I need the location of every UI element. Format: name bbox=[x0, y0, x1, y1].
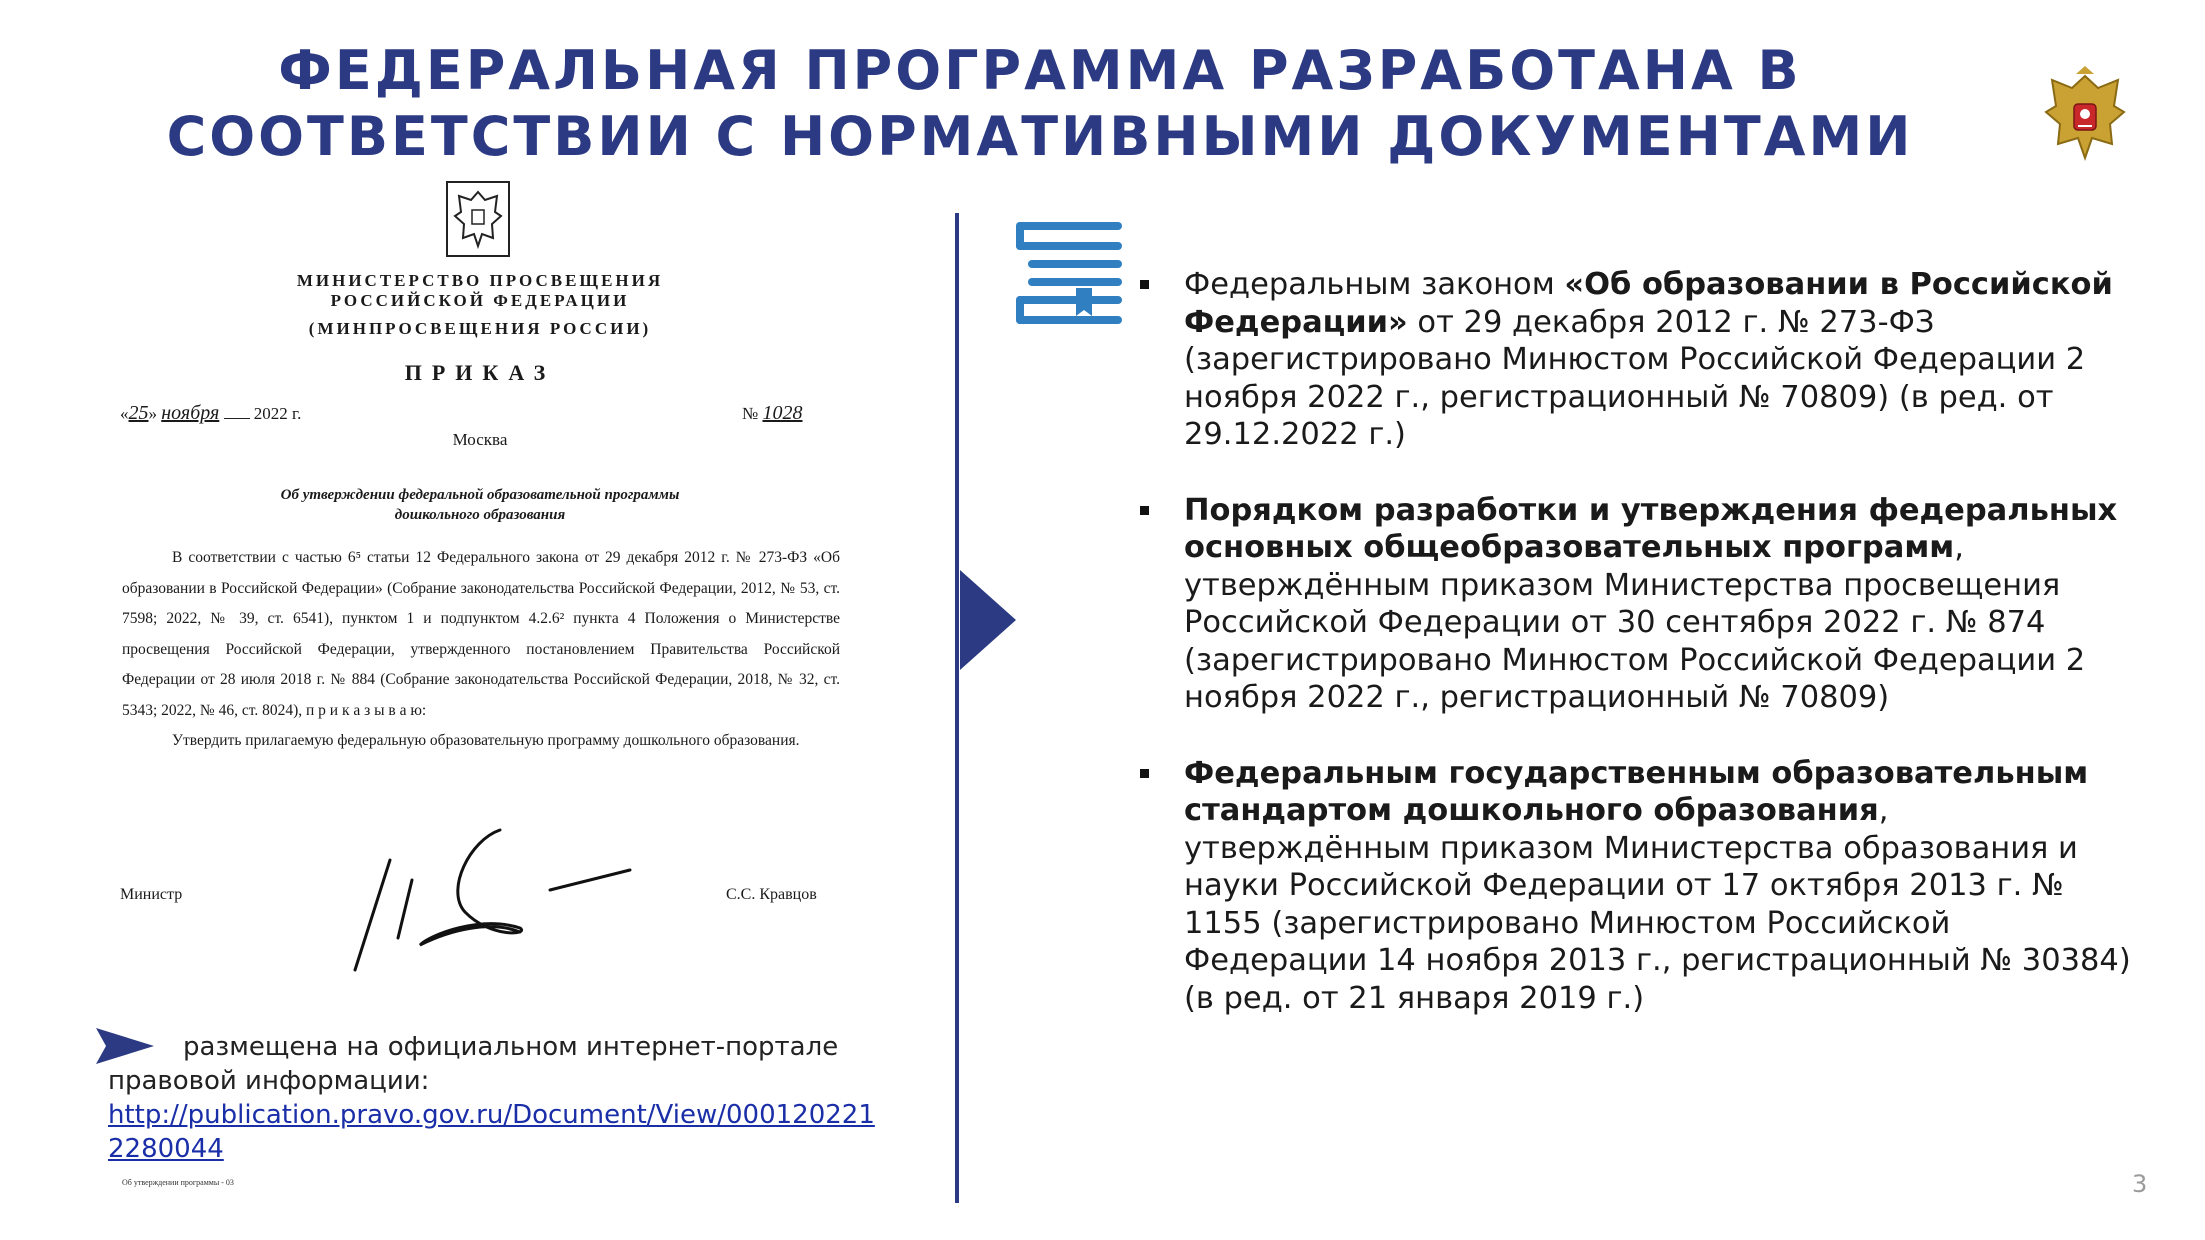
document-footer-note: Об утверждении программы - 03 bbox=[122, 1178, 234, 1187]
order-word: ПРИКАЗ bbox=[404, 360, 556, 385]
minister-label: Министр bbox=[120, 886, 183, 903]
publication-text-line-2: правовой информации: bbox=[108, 1066, 430, 1096]
page-title-line-1: ФЕДЕРАЛЬНАЯ ПРОГРАММА РАЗРАБОТАНА В bbox=[278, 39, 1802, 102]
order-heading bbox=[150, 485, 810, 525]
date-close-quote: » bbox=[148, 404, 157, 423]
bullet-1-rest: от 29 декабря 2012 г. № 273-ФЗ (зарегистрировано Минюстом Российской Федерации 2 ноября 2022 г., регистрационный № 70809) (в ред. от 29.12.2022 г.) bbox=[1184, 304, 2086, 452]
publication-text-line-1: размещена на официальном интернет-портале bbox=[183, 1032, 839, 1062]
ministry-name-line-1: МИНИСТЕРСТВО ПРОСВЕЩЕНИЯ bbox=[296, 271, 664, 290]
date-day: 25 bbox=[128, 402, 149, 424]
publication-link[interactable]: http://publication.pravo.gov.ru/Document/View/0001202212280044 bbox=[108, 1100, 875, 1164]
minister-name: С.С. Кравцов bbox=[726, 886, 817, 903]
regulatory-documents-list bbox=[1140, 266, 2140, 1055]
order-body bbox=[122, 543, 840, 757]
number-value: 1028 bbox=[762, 402, 803, 424]
order-date bbox=[120, 402, 301, 425]
vertical-divider bbox=[955, 213, 959, 1203]
order-heading-line-2: дошкольного образования bbox=[394, 507, 566, 523]
list-item bbox=[1140, 755, 2140, 1018]
handwritten-signature bbox=[350, 820, 730, 980]
ministry-short-name: (МИНПРОСВЕЩЕНИЯ РОССИИ) bbox=[308, 319, 652, 338]
books-icon bbox=[1010, 218, 1125, 330]
bullet-3-rest: , утверждённым приказом Министерства образования и науки Российской Федерации от 17 октября 2013 г. № 1155 (зарегистрировано Минюстом Российской Федерации 14 ноября 2013 г., регистрационный № 30384) (в ред. от 21 января 2019 г.) bbox=[1184, 793, 2131, 1016]
order-heading-line-1: Об утверждении федеральной образовательной программы bbox=[280, 487, 680, 503]
order-body-paragraph-2: Утвердить прилагаемую федеральную образовательную программу дошкольного образования. bbox=[172, 732, 800, 749]
bullet-marker bbox=[1140, 769, 1149, 778]
page-number: 3 bbox=[2132, 1170, 2148, 1198]
order-number bbox=[742, 402, 802, 425]
bullet-2-bold: Порядком разработки и утверждения федеральных основных общеобразовательных программ bbox=[1184, 492, 2118, 565]
order-city: Москва bbox=[452, 430, 508, 449]
bullet-2-rest: , утверждённым приказом Министерства просвещения Российской Федерации от 30 сентября 2022 г. № 874 (зарегистрировано Минюстом Российской Федерации 2 ноября 2022 г., регистрационный № 70809) bbox=[1184, 530, 2086, 715]
page-title bbox=[120, 38, 1960, 170]
bullet-1-bold: «Об образовании в Российской Федерации» bbox=[1184, 267, 2113, 340]
list-item bbox=[1140, 266, 2140, 454]
ministry-name-line-2: РОССИЙСКОЙ ФЕДЕРАЦИИ bbox=[330, 291, 630, 310]
bullet-marker bbox=[1140, 506, 1149, 515]
date-month: ноября bbox=[161, 402, 220, 424]
date-year: 2022 г. bbox=[253, 404, 302, 423]
date-open-quote: « bbox=[120, 404, 129, 423]
coat-of-arms-icon bbox=[2040, 66, 2130, 166]
chevron-right-icon bbox=[960, 570, 1016, 670]
bullet-marker bbox=[1140, 280, 1149, 289]
bullet-1-pre: Федеральным законом bbox=[1184, 267, 1565, 302]
page-title-line-2: СООТВЕТСТВИИ С НОРМАТИВНЫМИ ДОКУМЕНТАМИ bbox=[166, 105, 1914, 168]
number-label: № bbox=[742, 404, 759, 423]
publication-note bbox=[108, 1030, 888, 1166]
order-body-paragraph-1: В соответствии с частью 6⁵ статьи 12 Федерального закона от 29 декабря 2012 г. № 273-ФЗ «Об образовании в Российской Федерации» (Собрание законодательства Российской Федерации, 2012, № 53, ст. 7598; 2022, № 39, ст. 6541), пунктом 1 и подпунктом 4.2.6² пункта 4 Положения о Министерстве просвещения Российской Федерации, утвержденного постановлением Правительства Российской Федерации от 28 июля 2018 г. № 884 (Собрание законодательства Российской Федерации, 2018, № 32, ст. 5343; 2022, № 46, ст. 8024), п р и к а з ы в а ю: bbox=[122, 549, 840, 719]
bullet-3-bold: Федеральным государственным образовательным стандартом дошкольного образования bbox=[1184, 755, 2089, 828]
list-item bbox=[1140, 492, 2140, 717]
document-emblem-icon bbox=[445, 180, 511, 258]
